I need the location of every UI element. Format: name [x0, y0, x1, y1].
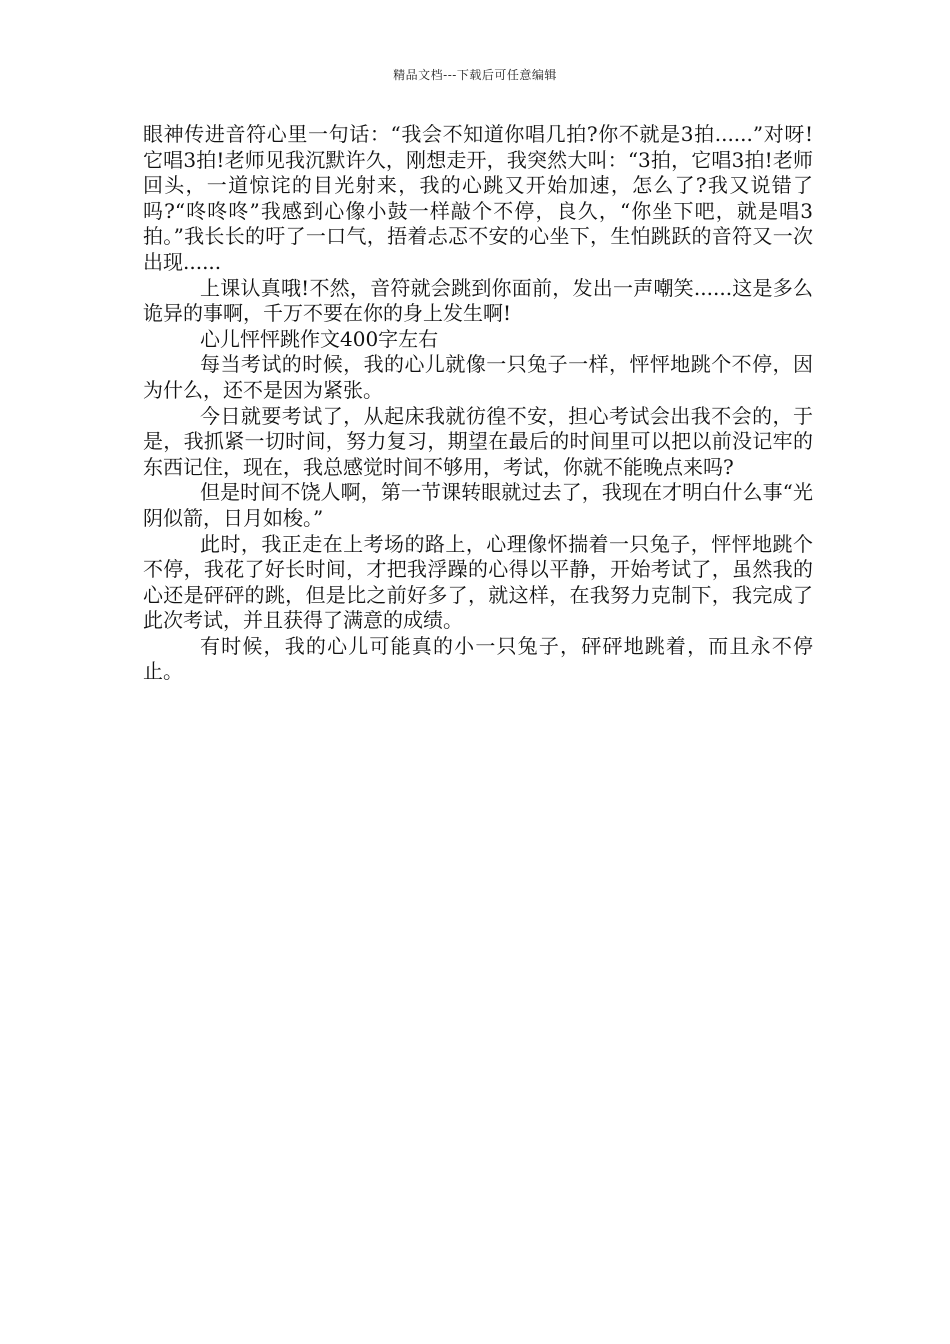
essay-title: 心儿怦怦跳作文400字左右 [200, 326, 439, 351]
paragraph-continuation: 眼神传进音符心里一句话：“我会不知道你唱几拍?你不就是3拍......”对呀!它唱3拍!老师见我沉默许久，刚想走开，我突然大叫：“3拍，它唱3拍!老师回头，一道惊诧的目光射来，我的心跳又开始加速，怎么了?我又说错了吗?“咚咚咚”我感到心像小鼓一样敲个不停，良久，“你坐下吧，就是唱3拍。”我长长的吁了一口气，捂着忐忑不安的心坐下，生怕跳跃的音符又一次出现...... [143, 122, 813, 274]
paragraph: 上课认真哦!不然，音符就会跳到你面前，发出一声嘲笑......这是多么诡异的事啊，千万不要在你的身上发生啊! [143, 275, 813, 326]
page-header: 精品文档---下载后可任意编辑 [393, 68, 557, 82]
paragraph: 有时候，我的心儿可能真的小一只兔子，砰砰地跳着，而且永不停止。 [143, 633, 813, 684]
document-body [143, 122, 813, 685]
paragraph: 但是时间不饶人啊，第一节课转眼就过去了，我现在才明白什么事“光阴似箭，日月如梭。” [143, 480, 813, 530]
paragraph: 此时，我正走在上考场的路上，心理像怀揣着一只兔子，怦怦地跳个不停，我花了好长时间，才把我浮躁的心得以平静，开始考试了，虽然我的心还是砰砰的跳，但是比之前好多了，就这样，在我努力克制下，我完成了此次考试，并且获得了满意的成绩。 [143, 531, 813, 633]
paragraph: 今日就要考试了，从起床我就彷徨不安，担心考试会出我不会的，于是，我抓紧一切时间，努力复习，期望在最后的时间里可以把以前没记牢的东西记住，现在，我总感觉时间不够用，考试，你就不能晚点来吗? [143, 403, 813, 479]
paragraph: 每当考试的时候，我的心儿就像一只兔子一样，怦怦地跳个不停，因为什么，还不是因为紧张。 [143, 352, 813, 402]
